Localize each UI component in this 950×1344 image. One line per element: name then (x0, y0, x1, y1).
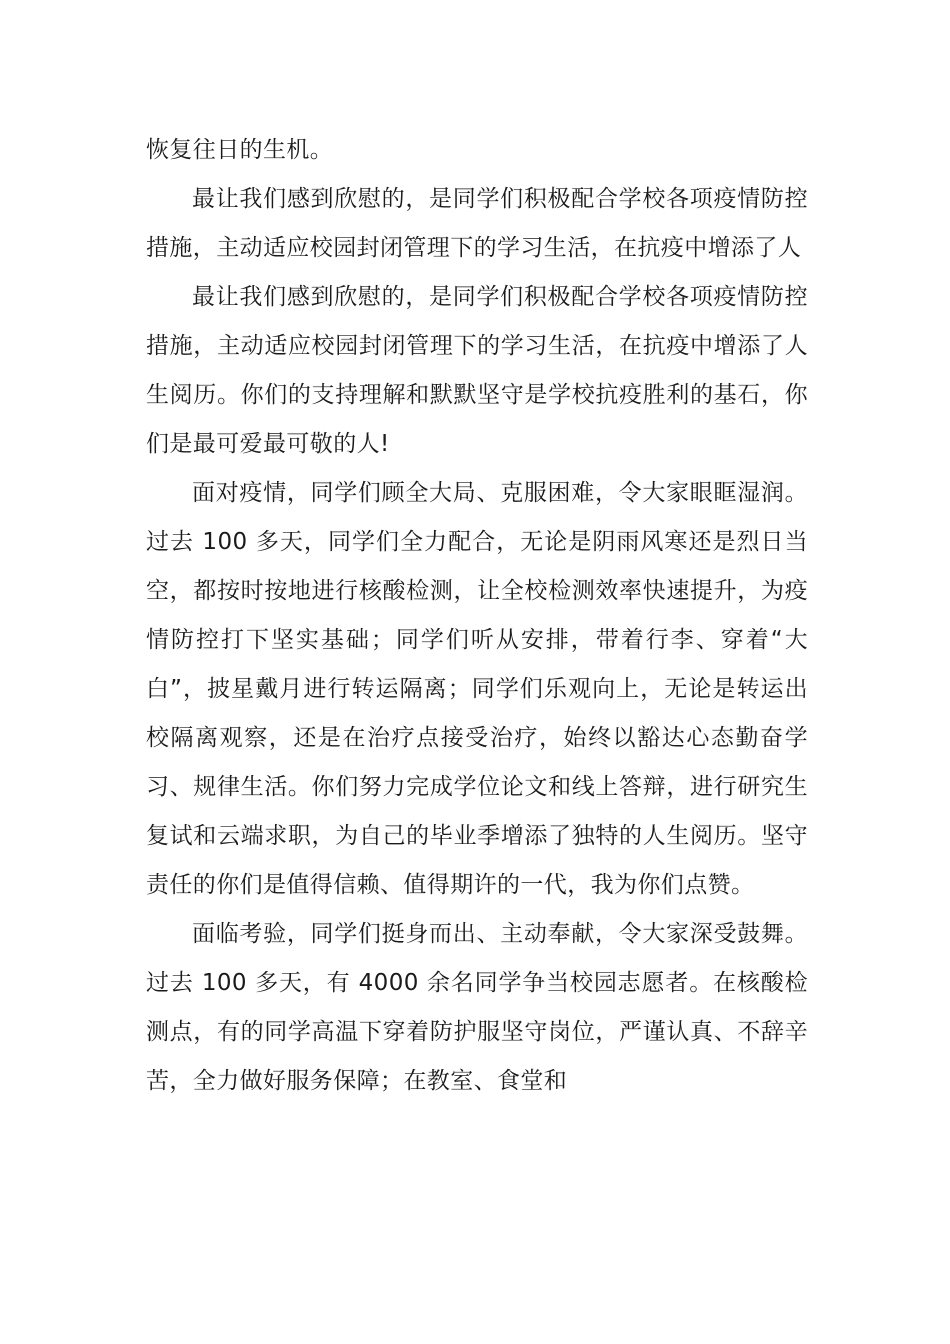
document-body (146, 126, 808, 1106)
paragraph-5: 面临考验，同学们挺身而出、主动奉献，令大家深受鼓舞。过去 100 多天，有 4000 余名同学争当校园志愿者。在核酸检测点，有的同学高温下穿着防护服坚守岗位，严谨认真、不辞辛苦，全力做好服务保障；在教室、食堂和 (146, 921, 808, 1094)
paragraph-1: 恢复往日的生机。 (146, 137, 334, 163)
paragraph-2: 最让我们感到欣慰的，是同学们积极配合学校各项疫情防控措施，主动适应校园封闭管理下的学习生活，在抗疫中增添了人 (146, 186, 808, 261)
paragraph-4: 面对疫情，同学们顾全大局、克服困难，令大家眼眶湿润。过去 100 多天，同学们全力配合，无论是阴雨风寒还是烈日当空，都按时按地进行核酸检测，让全校检测效率快速提升，为疫情防控打下坚实基础；同学们听从安排，带着行李、穿着“大白”，披星戴月进行转运隔离；同学们乐观向上，无论是转运出校隔离观察，还是在治疗点接受治疗，始终以豁达心态勤奋学习、规律生活。你们努力完成学位论文和线上答辩，进行研究生复试和云端求职，为自己的毕业季增添了独特的人生阅历。坚守责任的你们是值得信赖、值得期许的一代，我为你们点赞。 (146, 480, 808, 898)
paragraph-3: 最让我们感到欣慰的，是同学们积极配合学校各项疫情防控措施，主动适应校园封闭管理下的学习生活，在抗疫中增添了人生阅历。你们的支持理解和默默坚守是学校抗疫胜利的基石，你们是最可爱最可敬的人! (146, 284, 808, 457)
